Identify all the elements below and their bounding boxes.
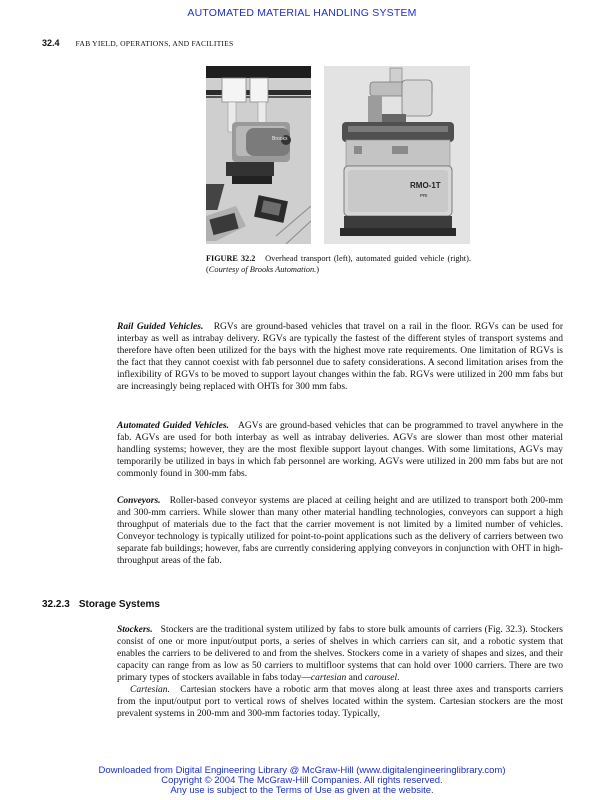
cartesian-text: Cartesian stockers have a robotic arm that moves along at least three axes and transports carriers from the input/output port to vertical rows of shelves located within the system. Cartesian stockers are the most prevalent systems in 200-mm and 300-mm factories today. Typically, (117, 685, 564, 719)
stockers-text: Stockers are the traditional system utilized by fabs to store bulk amounts of carriers (Fig. 32.3). Stockers consist of one or more input/output ports, a series of shelves in which carriers can sit, and a robotic system that enables the carriers to be delivered to and from the shelves. Stockers come in a variety of shapes and sizes, and their capacity can range from as low as 50 carriers to multifloor systems that can hold over 1000 carriers. There are two primary types of stockers available in fabs today— (117, 625, 564, 683)
rgv-text: RGVs are ground-based vehicles that travel on a rail in the floor. RGVs can be used for interbay as well as intrabay delivery. RGVs are typically the fastest of the different styles of transport systems and therefore have often been utilized for the bays with the highest move rate requirements. One limitation of RGVs is the fact that they cannot coexist with fab personnel due to safety considerations. A second limitation arises from the inflexibility of RGVs to be moved to support layout changes within the fab. RGVs were utilized in 200 mm fabs but are increasingly being replaced with OHTs for 300 mm fabs. (117, 322, 564, 392)
paragraph-stockers (117, 624, 563, 720)
footer-download-link[interactable]: Downloaded from Digital Engineering Library @ McGraw-Hill (www.digitalengineeringlibrary.com) (98, 765, 506, 776)
paragraph-agv (117, 420, 563, 480)
overhead-transport-illustration (206, 66, 311, 244)
figure-credit: Courtesy of Brooks Automation. (208, 265, 317, 274)
running-head-title: FAB YIELD, OPERATIONS, AND FACILITIES (75, 39, 234, 48)
cartesian-heading: Cartesian. (130, 685, 170, 695)
agv-text: AGVs are ground-based vehicles that can be programmed to travel anywhere in the fab. AGVs are used for both interbay as well as intrabay deliveries. AGVs are slower than most other material handling systems; however, they are the most flexible support layout changes. With some limitations, AGVs may temporarily be utilized in bays in which fab personnel are working. AGVs were utilized in 200 mm fabs but are not commonly found in 300-mm fabs. (117, 421, 564, 479)
running-head (42, 38, 233, 48)
footer-copyright: Copyright © 2004 The McGraw-Hill Companies. All rights reserved. (161, 775, 443, 786)
agv-illustration (324, 66, 470, 244)
agv-heading: Automated Guided Vehicles. (117, 421, 229, 431)
page-number: 32.4 (42, 38, 60, 48)
rgv-heading: Rail Guided Vehicles. (117, 322, 204, 332)
stocker-type-cartesian: cartesian (310, 673, 347, 683)
stockers-end: . (397, 673, 400, 683)
stockers-heading: Stockers. (117, 625, 153, 635)
footer-terms-link[interactable]: Any use is subject to the Terms of Use as given at the website. (170, 785, 434, 796)
paragraph-rgv (117, 321, 563, 393)
figure-overhead-transport-image (206, 66, 311, 244)
banner-title: AUTOMATED MATERIAL HANDLING SYSTEM (187, 7, 417, 19)
section-number: 32.2.3 (42, 599, 70, 610)
conveyors-text: Roller-based conveyor systems are placed at ceiling height and are utilized to transport both 200-mm and 300-mm carriers. While slower than many other material handling technologies, conveyors can support a high throughput of materials due to the fact that the carrier movement is not limited by a limited number of vehicles. Conveyor technology is typically utilized for point-to-point applications such as the delivery of carriers between two separate fab buildings; however, fabs are currently considering applying conveyors in conjunction with OHT in high-throughput areas of the fab. (117, 496, 563, 566)
robot-brand-label: PRI (420, 193, 428, 198)
conveyors-heading: Conveyors. (117, 496, 161, 506)
figure-caption (206, 253, 471, 275)
figure-label: FIGURE 32.2 (206, 254, 256, 263)
robot-model-label: RMO-1T (410, 181, 441, 190)
stockers-and: and (346, 673, 365, 683)
figure-agv-image (324, 66, 470, 244)
stocker-type-carousel: carousel (364, 673, 398, 683)
figure-caption-end: ) (316, 265, 320, 274)
paragraph-conveyors (117, 495, 563, 567)
section-title: Storage Systems (78, 599, 160, 610)
section-heading (42, 599, 160, 610)
figure-caption-text: Overhead transport (left), automated guided vehicle (right). ( (206, 254, 472, 274)
brooks-logo: Brooks (272, 136, 288, 142)
